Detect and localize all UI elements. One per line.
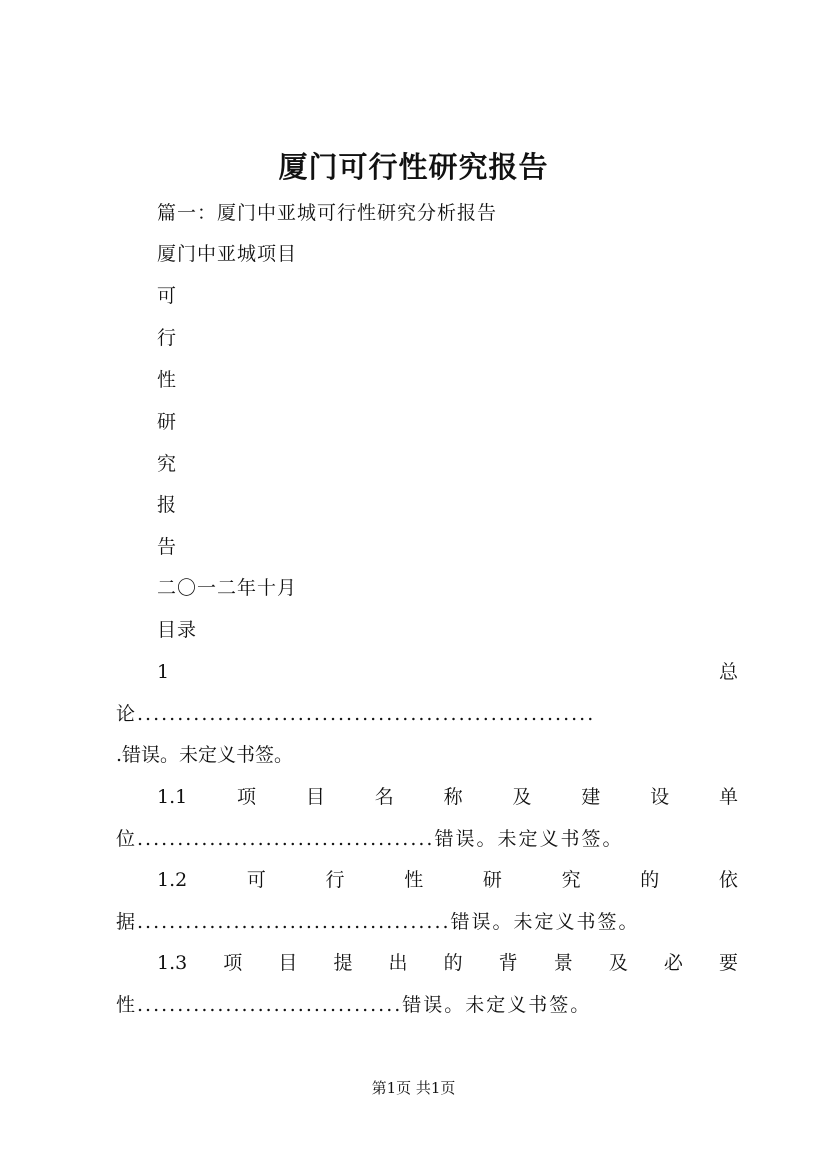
toc-item-char: 研 [482,869,502,891]
toc-item-1-2-head[interactable] [157,867,738,893]
toc-item-char: 可 [246,869,266,891]
toc-item-1-3-continuation[interactable]: 性.................................错误。未定义书签。 [116,994,592,1016]
toc-item-1-3-head[interactable] [157,950,738,976]
toc-item-char: 称 [443,786,463,808]
toc-item-1-2-continuation[interactable]: 据.......................................错误。未定义书签。 [116,911,640,933]
toc-item-char: 行 [325,869,345,891]
project-name: 厦门中亚城项目 [157,243,298,265]
toc-item-char: 建 [581,786,601,808]
vertical-title-char: 性 [157,369,178,391]
vertical-title-char: 究 [157,453,178,475]
toc-item-char: 必 [663,952,683,974]
toc-item-1-error: .错误。未定义书签。 [116,744,294,766]
toc-item-char: 项 [237,786,257,808]
toc-item-char: 背 [498,952,518,974]
document-date: 二〇一二年十月 [157,577,298,599]
toc-item-1-1-head[interactable] [157,784,738,810]
toc-item-char: 1.3 [157,952,188,974]
vertical-title-char: 可 [157,285,178,307]
toc-item-1-continuation[interactable]: 论......................................................... [116,703,596,725]
toc-item-title: 总 [718,661,738,683]
vertical-title-char: 报 [157,494,178,516]
vertical-title-char: 行 [157,327,178,349]
toc-item-char: 及 [512,786,532,808]
toc-item-char: 要 [718,952,738,974]
toc-item-char: 单 [718,786,738,808]
toc-item-char: 项 [223,952,243,974]
toc-item-char: 目 [305,786,325,808]
toc-heading: 目录 [157,619,198,641]
document-title: 厦门可行性研究报告 [278,150,549,184]
vertical-title-char: 研 [157,411,178,433]
toc-item-char: 1.1 [157,786,188,808]
toc-item-1-1-continuation[interactable]: 位.....................................错误。未定义书签。 [116,828,624,850]
toc-item-char: 及 [608,952,628,974]
toc-item-char: 性 [404,869,424,891]
toc-item-1-head[interactable] [157,659,738,685]
toc-item-char: 依 [718,869,738,891]
toc-item-char: 的 [443,952,463,974]
toc-item-char: 提 [333,952,353,974]
vertical-title-char: 告 [157,536,178,558]
toc-item-char: 景 [553,952,573,974]
toc-item-char: 出 [388,952,408,974]
section-heading: 篇一：厦门中亚城可行性研究分析报告 [157,202,498,224]
toc-item-char: 究 [561,869,581,891]
toc-item-char: 目 [278,952,298,974]
toc-item-char: 的 [640,869,660,891]
toc-item-char: 名 [374,786,394,808]
toc-item-number: 1 [157,661,170,683]
toc-item-char: 1.2 [157,869,188,891]
page-number-footer: 第1页 共1页 [371,1079,456,1097]
toc-item-char: 设 [650,786,670,808]
